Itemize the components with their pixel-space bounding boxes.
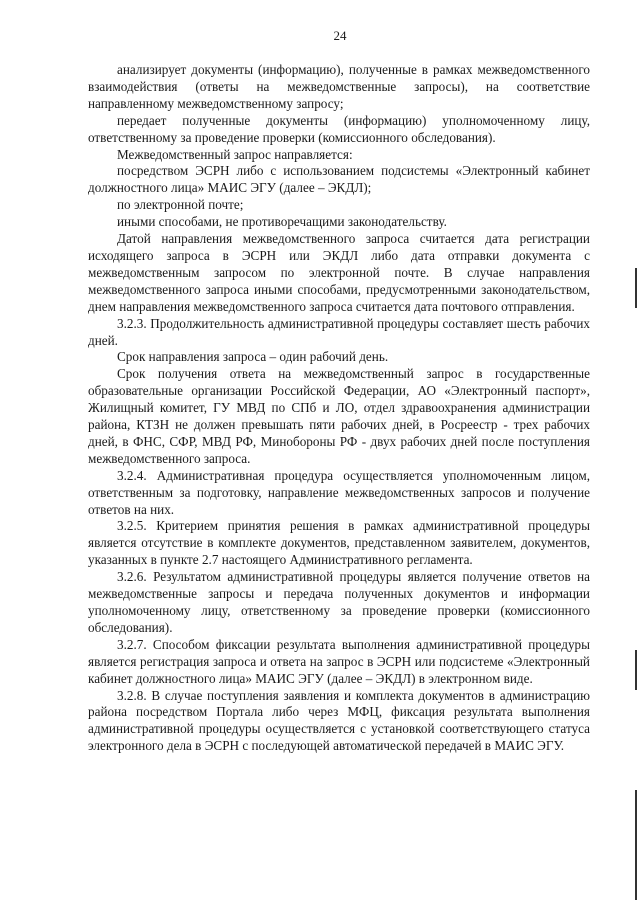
- paragraph-12: 3.2.5. Критерием принятия решения в рамках административной процедуры является отсутствие в комплекте документов, представленном заявителем, документов, указанных в пункте 2.7 настоящего Административного регламента.: [88, 518, 590, 568]
- paragraph-9: Срок направления запроса – один рабочий день.: [117, 349, 389, 365]
- paragraph-7: Датой направления межведомственного запроса считается дата регистрации исходящего запроса в ЭСРН или ЭКДЛ либо дата отправки документа с межведомственным запросом по электронной почте. В случае направления межведомственного запроса иными способами, предусмотренными законодательством, днем направления межведомственного запроса считается дата почтового отправления.: [88, 231, 590, 314]
- paragraph-3: Межведомственный запрос направляется:: [117, 146, 353, 162]
- paragraph-6: иными способами, не противоречащими законодательству.: [117, 214, 447, 230]
- scan-edge-mark: [635, 650, 637, 690]
- scan-edge-mark: [635, 268, 637, 308]
- paragraph-11: 3.2.4. Административная процедура осуществляется уполномоченным лицом, ответственным за подготовку, направление межведомственных запросов и получение ответов на них.: [88, 467, 590, 517]
- paragraph-4: посредством ЭСРН либо с использованием подсистемы «Электронный кабинет должностного лица» МАИС ЭГУ (далее – ЭКДЛ);: [88, 163, 590, 196]
- paragraph-14: 3.2.7. Способом фиксации результата выполнения административной процедуры является регистрация запроса и ответа на запрос в ЭСРН или подсистеме «Электронный кабинет должностного лица» МАИС ЭГУ (далее – ЭКДЛ) в электронном виде.: [88, 636, 590, 686]
- paragraph-13: 3.2.6. Результатом административной процедуры является получение ответов на межведомственные запросы и передача полученных документов и информации уполномоченному лицу, ответственному за проведение проверки (комиссионного обследования).: [88, 569, 590, 635]
- paragraph-2: передает полученные документы (информацию) уполномоченному лицу, ответственному за проведение проверки (комиссионного обследования).: [88, 112, 590, 145]
- document-body: [88, 62, 590, 755]
- scan-edge-mark: [635, 790, 637, 900]
- paragraph-1: анализирует документы (информацию), полученные в рамках межведомственного взаимодействия (ответы на межведомственные запросы), на соответствие направленному межведомственному запросу;: [88, 62, 590, 111]
- paragraph-5: по электронной почте;: [117, 197, 244, 213]
- paragraph-10: Срок получения ответа на межведомственный запрос в государственные образовательные организации Российской Федерации, АО «Электронный паспорт», Жилищный комитет, ГУ МВД по СПб и ЛО, отдел здравоохранения администрации района, КТЗН не должен превышать пяти рабочих дней, в Росреестр - трех рабочих дней, в ФНС, СФР, МВД РФ, Минобороны РФ - двух рабочих дней после поступления межведомственного запроса.: [88, 366, 590, 466]
- page-number: 24: [333, 28, 347, 43]
- paragraph-15: 3.2.8. В случае поступления заявления и комплекта документов в администрацию района посредством Портала либо через МФЦ, фиксация результата выполнения административной процедуры осуществляется с установкой соответствующего статуса электронного дела в ЭСРН с последующей автоматической передачей в МАИС ЭГУ.: [88, 687, 590, 754]
- paragraph-8: 3.2.3. Продолжительность административной процедуры составляет шесть рабочих дней.: [88, 315, 590, 348]
